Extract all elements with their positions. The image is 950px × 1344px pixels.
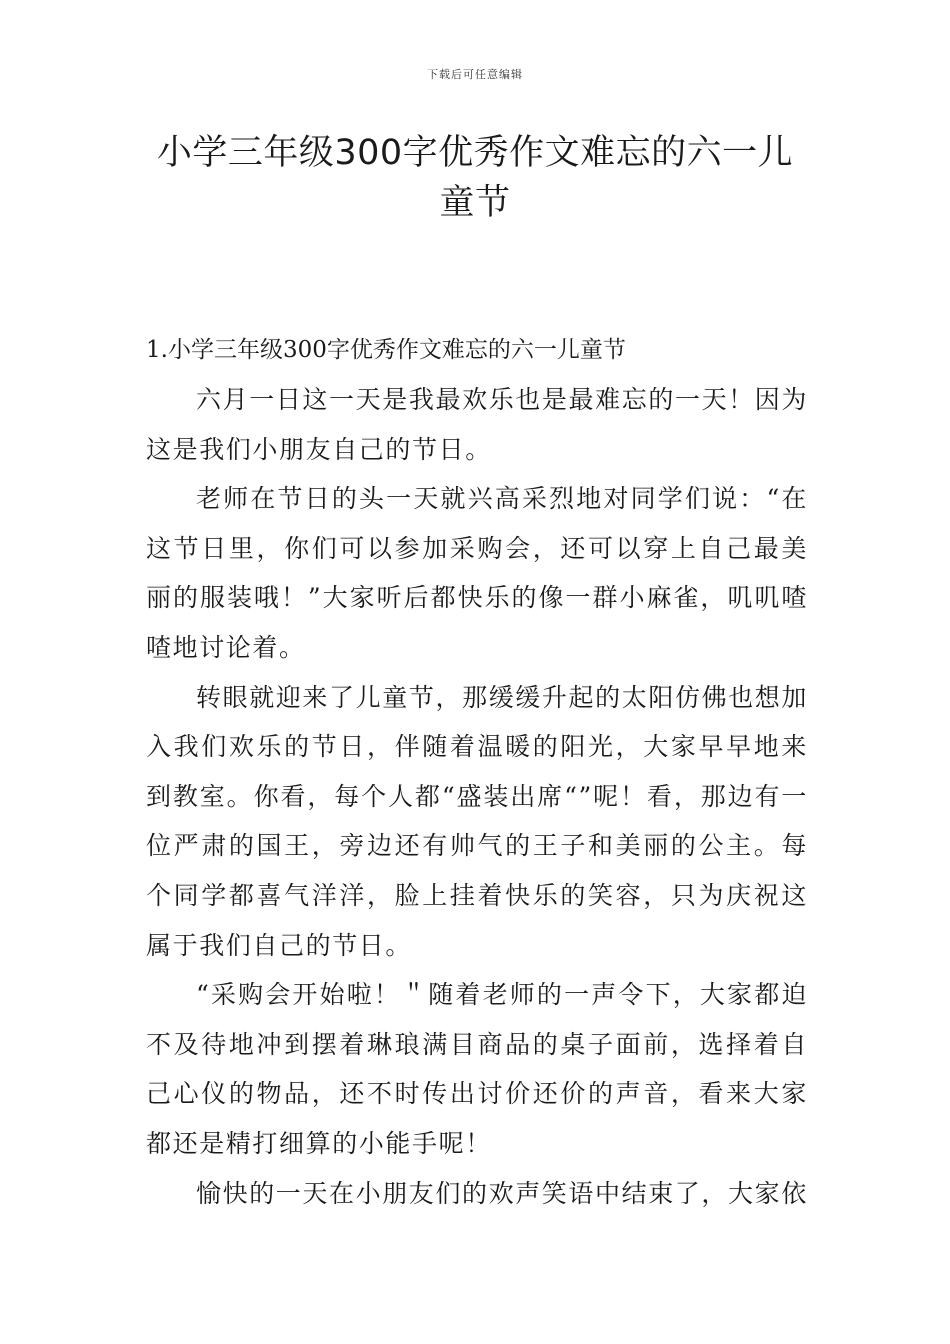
paragraph-1: 六月一日这一天是我最欢乐也是最难忘的一天！因为这是我们小朋友自己的节日。 xyxy=(146,385,808,464)
title-line-1: 小学三年级300字优秀作文难忘的六一儿 xyxy=(156,133,794,173)
paragraph-3: 转眼就迎来了儿童节，那缓缓升起的太阳仿佛也想加入我们欢乐的节日，伴随着温暖的阳光，大家早早地来到教室。你看，每个人都“盛装出席“”呢！看，那边有一位严肃的国王，旁边还有帅气的王子和美丽的公主。每个同学都喜气洋洋，脸上挂着快乐的笑容，只为庆祝这属于我们自己的节日。 xyxy=(146,682,808,960)
paragraph-4: “采购会开始啦！＂随着老师的一声令下，大家都迫不及待地冲到摆着琳琅满目商品的桌子面前，选择着自己心仪的物品，还不时传出讨价还价的声音，看来大家都还是精打细算的小能手呢！ xyxy=(146,980,808,1158)
header-note: 下载后可任意编辑 xyxy=(427,68,523,81)
title-line-2: 童节 xyxy=(439,183,511,223)
section-heading: 1.小学三年级300字优秀作文难忘的六一儿童节 xyxy=(146,337,626,363)
paragraph-5: 愉快的一天在小朋友们的欢声笑语中结束了，大家依 xyxy=(196,1178,808,1208)
document-body xyxy=(146,325,808,1218)
paragraph-2: 老师在节日的头一天就兴高采烈地对同学们说：“在这节日里，你们可以参加采购会，还可以穿上自己最美丽的服装哦！”大家听后都快乐的像一群小麻雀，叽叽喳喳地讨论着。 xyxy=(146,484,808,662)
document-title xyxy=(120,128,830,228)
